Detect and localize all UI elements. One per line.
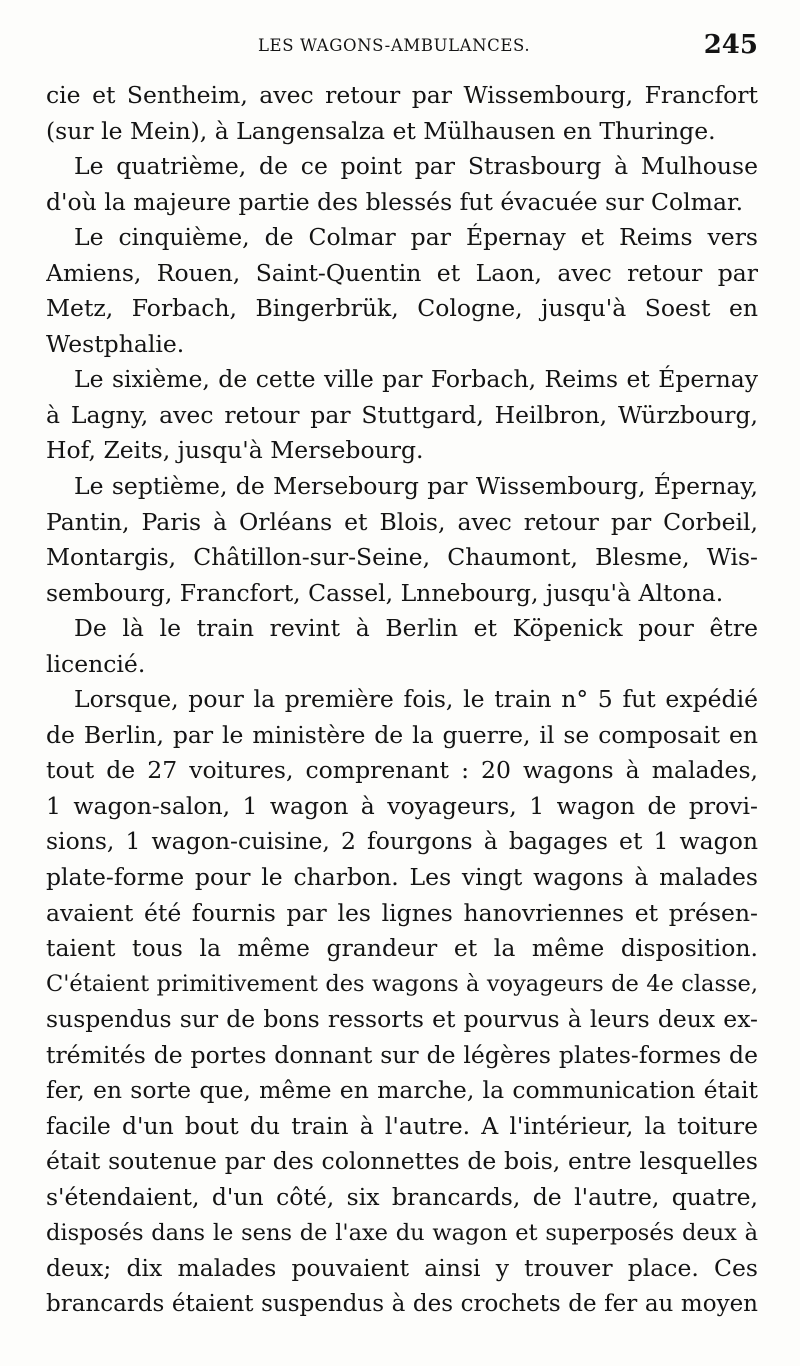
text-line: tout de 27 voitures, comprenant : 20 wagons à malades, (46, 756, 758, 785)
text-line: fer, en sorte que, même en marche, la communication était (46, 1076, 758, 1105)
text-line: Lorsque, pour la première fois, le train n° 5 fut expédié (74, 685, 758, 714)
text-line: sions, 1 wagon-cuisine, 2 fourgons à bagages et 1 wagon (46, 827, 758, 856)
page-header (46, 30, 760, 64)
text-line: sembourg, Francfort, Cassel, Lnnebourg, jusqu'à Altona. (46, 578, 724, 607)
text-line: d'où la majeure partie des blessés fut évacuée sur Colmar. (46, 187, 744, 216)
text-line: à Lagny, avec retour par Stuttgard, Heilbron, Würzbourg, (46, 400, 758, 429)
text-line: De là le train revint à Berlin et Köpenick pour être (74, 614, 758, 643)
running-title: LES WAGONS-AMBULANCES. (258, 36, 531, 55)
text-line: brancards étaient suspendus à des crochets de fer au moyen (46, 1290, 758, 1317)
text-line: C'étaient primitivement des wagons à voyageurs de 4e classe, (46, 970, 758, 997)
text-line: s'étendaient, d'un côté, six brancards, de l'autre, quatre, (46, 1182, 758, 1211)
text-line: taient tous la même grandeur et la même disposition. (46, 934, 758, 963)
text-line: Montargis, Châtillon-sur-Seine, Chaumont, Blesme, Wis- (46, 543, 758, 572)
body-text (46, 78, 758, 1322)
text-line: licencié. (46, 649, 146, 678)
text-line: cie et Sentheim, avec retour par Wissembourg, Francfort (46, 81, 758, 109)
text-line: Westphalie. (46, 329, 185, 358)
text-line: trémités de portes donnant sur de légères plates-formes de (46, 1040, 758, 1069)
text-line: de Berlin, par le ministère de la guerre, il se composait en (46, 720, 758, 749)
text-line: plate-forme pour le charbon. Les vingt wagons à malades (46, 863, 758, 892)
text-line: Le septième, de Mersebourg par Wissembourg, Épernay, (74, 472, 758, 501)
text-line: 1 wagon-salon, 1 wagon à voyageurs, 1 wagon de provi- (46, 791, 758, 820)
text-line: Le sixième, de cette ville par Forbach, Reims et Épernay (74, 365, 758, 394)
text-line: Metz, Forbach, Bingerbrük, Cologne, jusqu'à Soest en (46, 294, 758, 323)
text-line: suspendus sur de bons ressorts et pourvus à leurs deux ex- (46, 1005, 758, 1034)
text-line: deux; dix malades pouvaient ainsi y trouver place. Ces (46, 1254, 758, 1283)
text-line: Hof, Zeits, jusqu'à Mersebourg. (46, 436, 424, 465)
text-line: avaient été fournis par les lignes hanovriennes et présen- (46, 898, 758, 927)
page-number: 245 (703, 30, 758, 60)
text-line: Le quatrième, de ce point par Strasbourg à Mulhouse (74, 152, 758, 181)
text-line: disposés dans le sens de l'axe du wagon et superposés deux à (46, 1219, 758, 1246)
text-line: était soutenue par des colonnettes de bois, entre lesquelles (46, 1147, 758, 1176)
text-line: Amiens, Rouen, Saint-Quentin et Laon, avec retour par (46, 258, 758, 287)
text-line: facile d'un bout du train à l'autre. A l'intérieur, la toiture (46, 1111, 758, 1140)
text-line: (sur le Mein), à Langensalza et Mülhausen en Thuringe. (46, 116, 716, 145)
text-line: Le cinquième, de Colmar par Épernay et Reims vers (74, 223, 758, 252)
text-line: Pantin, Paris à Orléans et Blois, avec retour par Corbeil, (46, 507, 758, 536)
